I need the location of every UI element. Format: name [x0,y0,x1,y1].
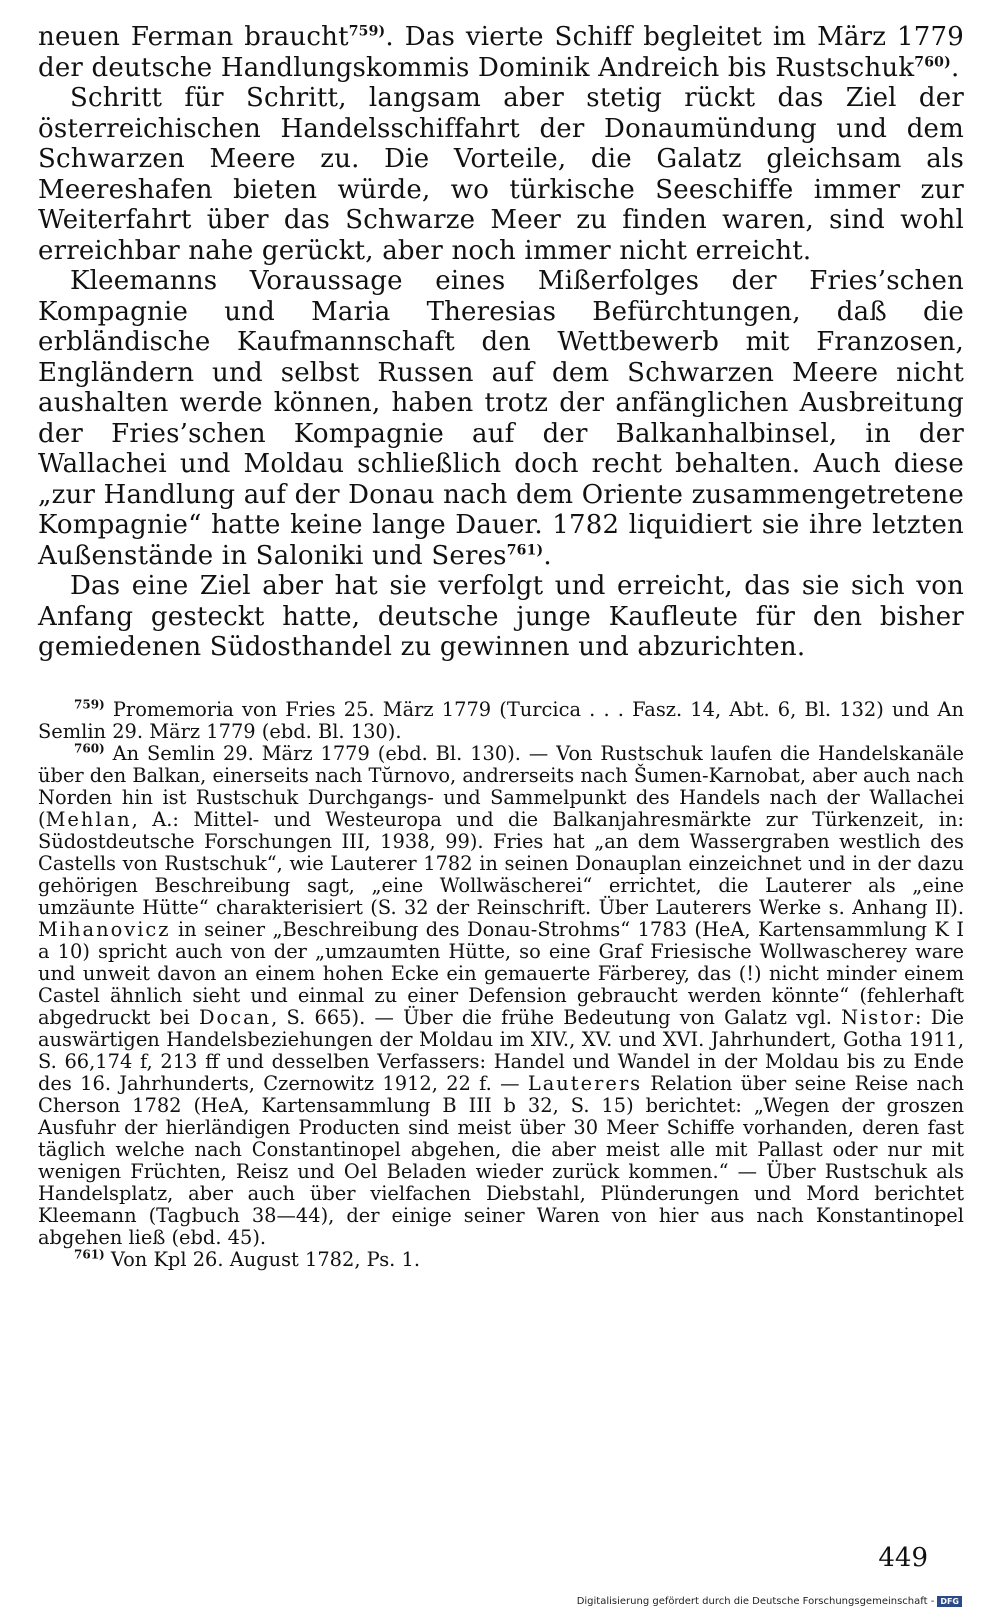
paragraph-1-text-b: . Das vierte Schiff begleitet im März 1779 der deutsche Handlungskommis Dominik Andreich bis Rustschuk [38,22,965,83]
footnote-761-text: Von Kpl 26. August 1782, Ps. 1. [104,1247,420,1271]
footnote-759-text: Promemoria von Fries 25. März 1779 (Turcica . . . Fasz. 14, Abt. 6, Bl. 132) und An Semlin 29. März 1779 (ebd. Bl. 130). [38,697,964,743]
digitization-note-text: Digitalisierung gefördert durch die Deutsche Forschungsgemeinschaft - [576,1596,935,1607]
paragraph-3 [38,266,964,571]
footnote-mark-759: 759) [74,697,105,712]
paragraph-1 [38,22,964,83]
dfg-logo: DFG [937,1596,962,1607]
paragraph-3-text-b: . [543,540,552,571]
footnote-ref-759: 759) [348,23,386,40]
paragraph-4: Das eine Ziel aber hat sie verfolgt und erreicht, das sie sich von Anfang gesteckt hatte, deutsche junge Kaufleute für den bisher gemiedenen Südosthandel zu gewinnen und abzurichten. [38,571,964,662]
author-docan: Docan [198,1005,272,1029]
author-nistor: Nistor [841,1005,915,1029]
footnote-760-text-d: , S. 665). — Über die frühe Bedeutung von Galatz vgl. [271,1005,842,1029]
author-mihanovicz: Mihanovicz [38,917,171,941]
page [38,22,964,1271]
footnote-760-text-a: An Semlin 29. März 1779 (ebd. Bl. 130). — Von Rustschuk laufen die Handelskanäle über den Balkan, einerseits nach Tŭrnovo, andrerseits nach Šumen-Karnobat, aber auch nach Norden hin ist Rustschuk Durchgangs- und Sammelpunkt des Handels nach der Wallachei ( [38,741,964,831]
footnote-760-text-c: in seiner „Beschreibung des Donau-Strohms“ 1783 (HeA, Kartensammlung K I a 10) spricht auch von der „umzaumten Hütte, so eine Graf Friesische Wollwascherey ware und unweit davon an einem hohen Ecke ein gemauerte Färberey, das (!) nicht minder einem Castel ähnlich sieht und einmal zu einer Defension gebraucht werden könnte“ (fehlerhaft abgedruckt bei [38,917,964,1029]
footnote-760-text-f: Relation über seine Reise nach Cherson 1782 (HeA, Kartensammlung B III b 32, S. 15) berichtet: „Wegen der groszen Ausfuhr der hierländigen Producten sind meist über 30 Meer Schiffe vorhanden, deren fast täglich welche nach Constantinopel abgehen, die aber meist alle mit Pallast oder nur mit wenigen Früchten, Reisz und Oel Beladen wieder zurück kommen.“ — Über Rustschuk als Handelsplatz, aber auch über vielfachen Diebstahl, Plünderungen und Mord berichtet Kleemann (Tagbuch 38—44), der einige seiner Waren von hier aus nach Konstantinopel abgehen ließ (ebd. 45). [38,1071,964,1249]
digitization-note [577,1596,962,1607]
footnote-ref-760: 760) [914,53,951,70]
paragraph-1-text-a: neuen Ferman braucht [38,22,349,52]
footnote-760-text-e: : Die auswärtigen Handelsbeziehungen der Moldau im XIV., XV. und XVI. Jahrhundert, Gotha 1911, S. 66,174 f, 213 ff und desselben Verfassers: Handel und Wandel in der Moldau bis zu Ende des 16. Jahrhunderts, Czernowitz 1912, 22 f. — [38,1005,964,1095]
footnotes [38,699,964,1271]
footnote-759 [38,699,964,743]
page-number: 449 [878,1543,928,1573]
footnote-ref-761: 761) [506,541,544,558]
author-lauterers: Lauterers [527,1071,643,1095]
footnote-760-text-b: , A.: Mittel- und Westeuropa und die Balkanjahresmärkte zur Türkenzeit, in: Südostdeutsche Forschungen III, 1938, 99). Fries hat „an dem Wassergraben westlich des Castells von Rustschuk“, wie Lauterer 1782 in seinen Donauplan einzeichnet und in der dazu gehörigen Beschreibung sagt, „eine Wollwäscherei“ errichtet, die Lauterer als „eine umzäunte Hütte“ charakterisiert (S. 32 der Reinschrift. Über Lauterers Werke s. Anhang II). [38,807,964,919]
paragraph-3-text-a: Kleemanns Voraussage eines Mißerfolges der Fries’schen Kompagnie und Maria Theresias Befürchtungen, daß die erbländische Kaufmannschaft den Wettbewerb mit Franzosen, Engländern und selbst Russen auf dem Schwarzen Meere nicht aushalten werde können, haben trotz der anfänglichen Ausbreitung der Fries’schen Kompagnie auf der Balkanhalbinsel, in der Wallachei und Moldau schließlich doch recht behalten. Auch diese „zur Handlung auf der Donau nach dem Oriente zusammengetretene Kompagnie“ hatte keine lange Dauer. 1782 liquidiert sie ihre letzten Außenstände in Saloniki und Seres [38,266,964,571]
author-mehlan: Mehlan [45,807,132,831]
footnote-761 [38,1249,964,1271]
footnote-mark-761: 761) [74,1247,105,1262]
paragraph-1-text-c: . [950,52,960,83]
footnote-760 [38,743,964,1249]
body-text [38,22,964,663]
footnote-mark-760: 760) [74,741,105,756]
paragraph-2: Schritt für Schritt, langsam aber stetig rückt das Ziel der österreichischen Handelsschiffahrt der Donaumündung und dem Schwarzen Meere zu. Die Vorteile, die Galatz gleichsam als Meereshafen bieten würde, wo türkische Seeschiffe immer zur Weiterfahrt über das Schwarze Meer zu finden waren, sind wohl erreichbar nahe gerückt, aber noch immer nicht erreicht. [38,83,964,266]
